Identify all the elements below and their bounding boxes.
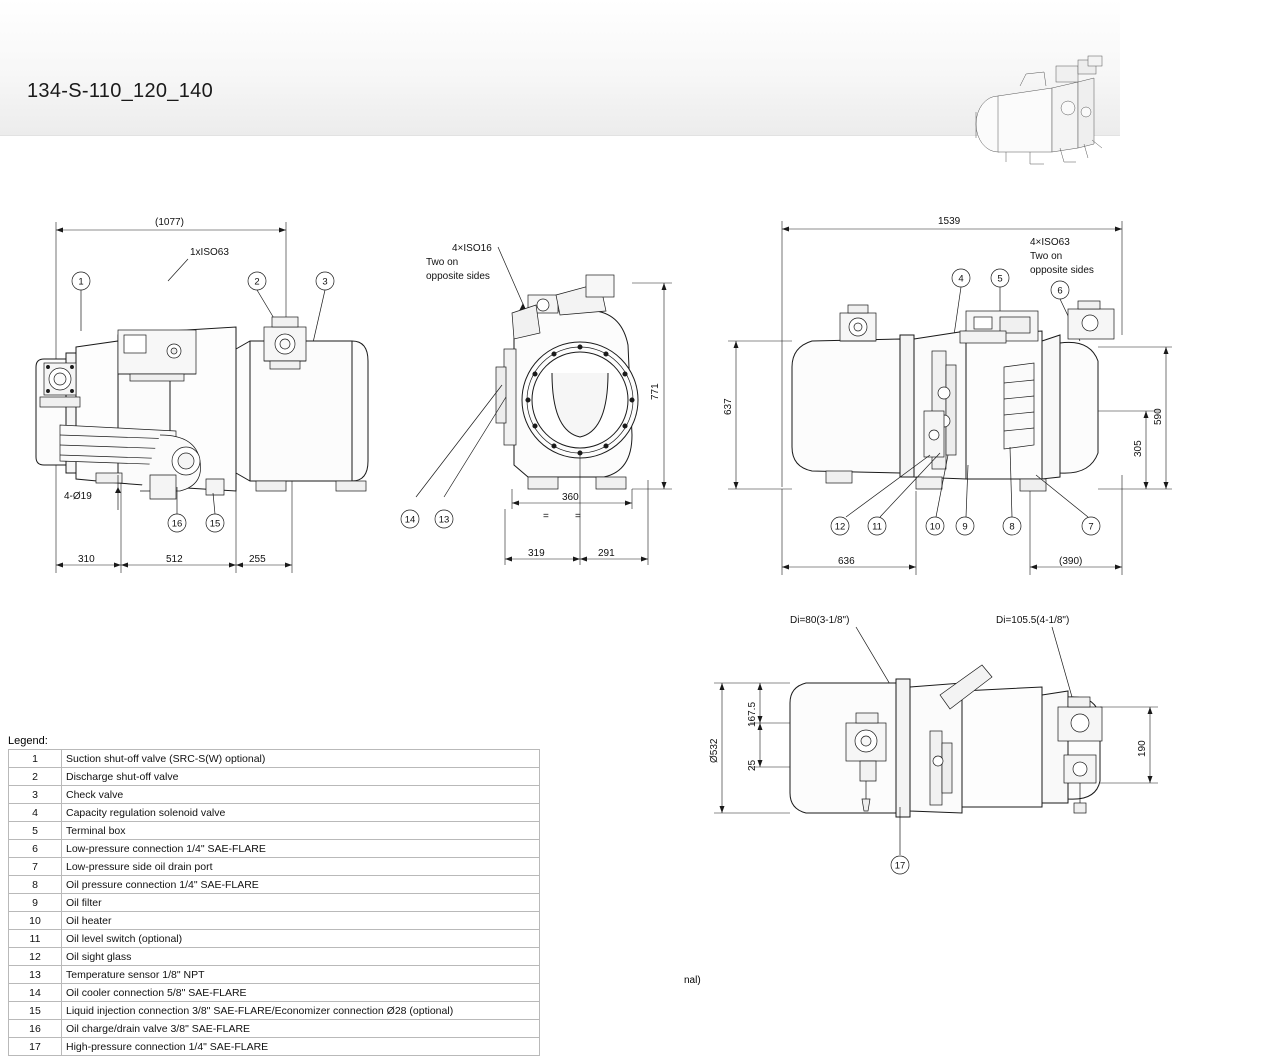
table-row — [9, 876, 540, 894]
legend-num: 4 — [9, 804, 62, 822]
legend-desc: High-pressure connection 1/4" SAE-FLARE — [62, 1038, 540, 1056]
front-elevation-view — [36, 217, 368, 573]
dim-319: 319 — [528, 548, 545, 559]
legend-block — [8, 735, 540, 1056]
dim-291: 291 — [598, 548, 615, 559]
svg-text:15: 15 — [209, 518, 221, 530]
legend-desc: Suction shut-off valve (SRC-S(W) optional) — [62, 750, 540, 768]
dim-512: 512 — [166, 554, 183, 565]
dim-d532: Ø532 — [709, 738, 720, 763]
dim-310: 310 — [78, 554, 95, 565]
svg-text:1: 1 — [78, 276, 84, 288]
dim-771: 771 — [650, 383, 661, 400]
dim-590: 590 — [1153, 408, 1164, 425]
side-section-view — [401, 243, 672, 565]
balloon-17 — [891, 856, 909, 874]
note-1xiso63: 1xISO63 — [190, 247, 229, 258]
dim-1077: (1077) — [155, 217, 184, 228]
note-two-on-2: Two on — [1030, 251, 1063, 262]
header-bar — [0, 0, 1120, 136]
legend-desc: Oil pressure connection 1/4" SAE-FLARE — [62, 876, 540, 894]
balloon-13 — [435, 510, 453, 528]
balloon-10 — [926, 517, 944, 535]
mark-equal-1: = — [543, 511, 549, 522]
table-row — [9, 1002, 540, 1020]
legend-num: 9 — [9, 894, 62, 912]
svg-text:9: 9 — [962, 521, 968, 533]
legend-num: 17 — [9, 1038, 62, 1056]
table-row — [9, 858, 540, 876]
dim-305: 305 — [1133, 440, 1144, 457]
note-di80: Di=80(3-1/8") — [790, 615, 850, 626]
rear-elevation-view — [723, 216, 1172, 575]
dim-255: 255 — [249, 554, 266, 565]
legend-num: 12 — [9, 948, 62, 966]
legend-num: 1 — [9, 750, 62, 768]
legend-num: 11 — [9, 930, 62, 948]
dim-167-5: 167.5 — [747, 701, 758, 727]
page-title: 134-S-110_120_140 — [27, 80, 213, 102]
svg-text:10: 10 — [929, 521, 941, 533]
mark-equal-2: = — [575, 511, 581, 522]
svg-text:17: 17 — [894, 860, 906, 872]
table-row — [9, 768, 540, 786]
svg-text:13: 13 — [438, 514, 450, 526]
dim-390: (390) — [1059, 556, 1083, 567]
svg-text:16: 16 — [171, 518, 183, 530]
table-row — [9, 966, 540, 984]
svg-text:3: 3 — [322, 276, 328, 288]
table-row — [9, 1020, 540, 1038]
note-di105: Di=105.5(4-1/8") — [996, 615, 1070, 626]
note-opposite-sides-2: opposite sides — [1030, 265, 1094, 276]
svg-text:6: 6 — [1057, 285, 1063, 297]
legend-desc: Capacity regulation solenoid valve — [62, 804, 540, 822]
dim-25: 25 — [747, 759, 758, 771]
table-row — [9, 822, 540, 840]
balloon-3 — [312, 272, 334, 347]
note-two-on: Two on — [426, 257, 459, 268]
balloon-1 — [72, 272, 90, 331]
dim-360: 360 — [562, 492, 579, 503]
table-row — [9, 804, 540, 822]
balloon-12 — [831, 517, 849, 535]
dim-637: 637 — [723, 398, 734, 415]
table-row — [9, 1038, 540, 1056]
legend-desc: Oil sight glass — [62, 948, 540, 966]
top-plan-view — [709, 615, 1158, 874]
legend-desc: Low-pressure side oil drain port — [62, 858, 540, 876]
legend-desc: Low-pressure connection 1/4" SAE-FLARE — [62, 840, 540, 858]
legend-num: 7 — [9, 858, 62, 876]
balloon-14 — [401, 510, 419, 528]
balloon-9 — [956, 517, 974, 535]
legend-num: 15 — [9, 1002, 62, 1020]
svg-text:7: 7 — [1088, 521, 1094, 533]
legend-desc: Oil filter — [62, 894, 540, 912]
legend-desc: Liquid injection connection 3/8" SAE-FLARE/Economizer connection Ø28 (optional) — [62, 1002, 540, 1020]
svg-text:5: 5 — [997, 273, 1003, 285]
legend-desc: Oil level switch (optional) — [62, 930, 540, 948]
dim-190: 190 — [1137, 740, 1148, 757]
table-row — [9, 948, 540, 966]
legend-num: 6 — [9, 840, 62, 858]
legend-num: 5 — [9, 822, 62, 840]
legend-desc: Temperature sensor 1/8" NPT — [62, 966, 540, 984]
note-4xiso63: 4×ISO63 — [1030, 237, 1070, 248]
table-row — [9, 912, 540, 930]
table-row — [9, 786, 540, 804]
svg-text:8: 8 — [1009, 521, 1015, 533]
legend-desc: Oil charge/drain valve 3/8" SAE-FLARE — [62, 1020, 540, 1038]
legend-desc: Oil heater — [62, 912, 540, 930]
balloon-7 — [1082, 517, 1100, 535]
legend-title: Legend: — [8, 735, 48, 747]
dim-1539: 1539 — [938, 216, 961, 227]
table-row — [9, 930, 540, 948]
partial-note-nal: nal) — [684, 975, 701, 986]
legend-num: 3 — [9, 786, 62, 804]
legend-num: 2 — [9, 768, 62, 786]
table-row — [9, 894, 540, 912]
svg-text:4: 4 — [958, 273, 964, 285]
legend-table — [8, 749, 540, 1056]
legend-num: 8 — [9, 876, 62, 894]
legend-num: 13 — [9, 966, 62, 984]
legend-desc: Discharge shut-off valve — [62, 768, 540, 786]
legend-desc: Check valve — [62, 786, 540, 804]
note-4-d19: 4-Ø19 — [64, 491, 92, 502]
note-4xiso16: 4×ISO16 — [452, 243, 492, 254]
svg-text:2: 2 — [254, 276, 260, 288]
legend-desc: Terminal box — [62, 822, 540, 840]
legend-num: 10 — [9, 912, 62, 930]
table-row — [9, 840, 540, 858]
table-row — [9, 984, 540, 1002]
note-opposite-sides: opposite sides — [426, 271, 490, 282]
balloon-15 — [206, 493, 224, 532]
dim-636: 636 — [838, 556, 855, 567]
legend-num: 16 — [9, 1020, 62, 1038]
svg-text:14: 14 — [404, 514, 416, 526]
legend-num: 14 — [9, 984, 62, 1002]
legend-desc: Oil cooler connection 5/8" SAE-FLARE — [62, 984, 540, 1002]
table-row — [9, 750, 540, 768]
balloon-11 — [868, 517, 886, 535]
svg-text:12: 12 — [834, 521, 846, 533]
balloon-8 — [1003, 517, 1021, 535]
svg-text:11: 11 — [872, 521, 882, 533]
